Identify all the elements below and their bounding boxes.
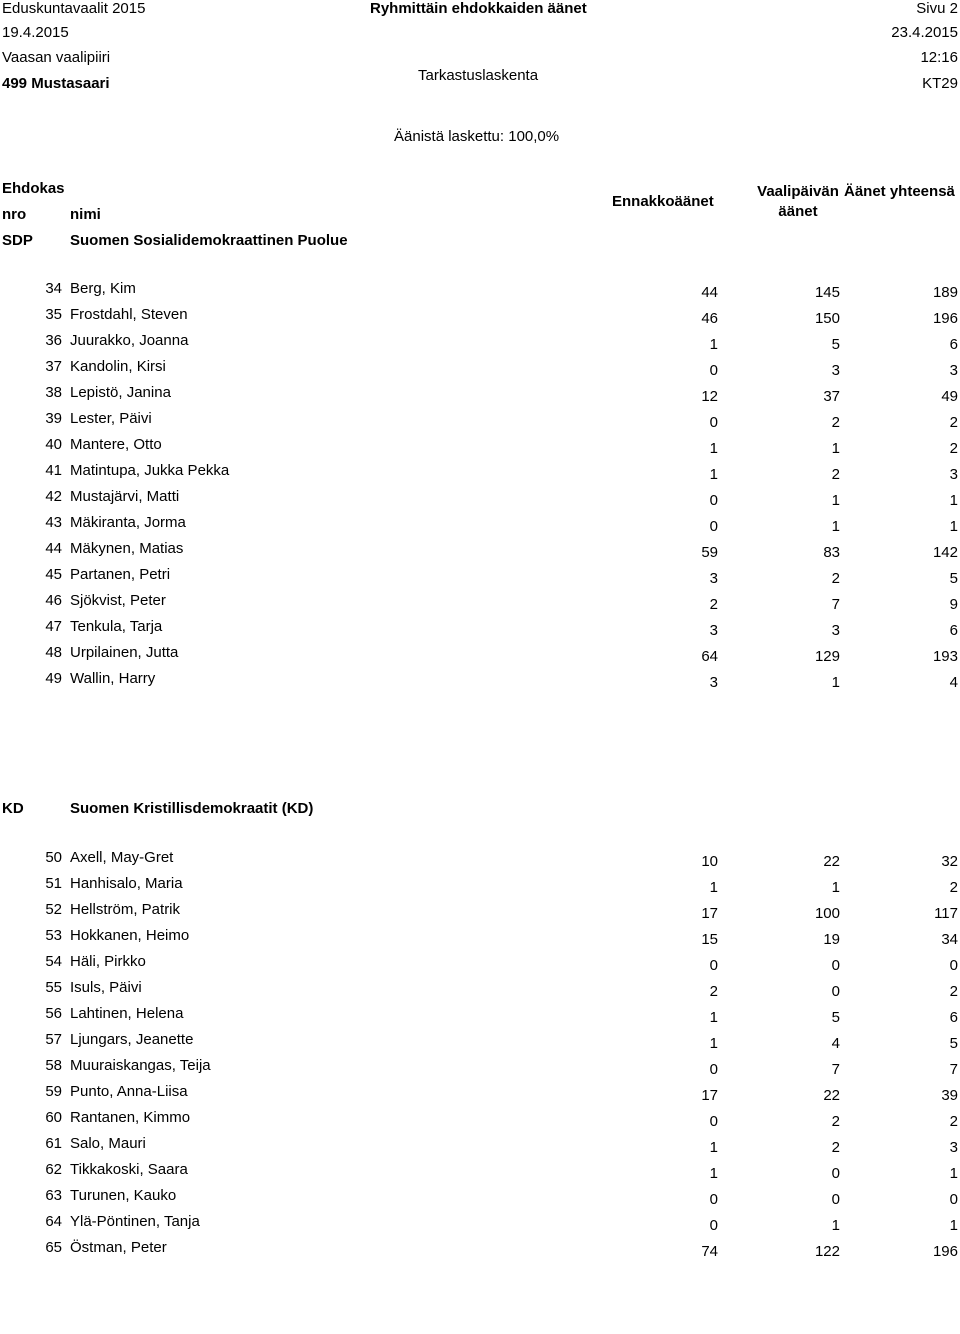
candidate-number: 41 <box>45 462 62 479</box>
candidate-name: Rantanen, Kimmo <box>70 1109 191 1126</box>
candidate-name: Matintupa, Jukka Pekka <box>70 462 230 479</box>
total-votes: 3 <box>949 362 958 379</box>
total-votes: 0 <box>949 1191 958 1208</box>
total-votes: 1 <box>949 492 958 509</box>
print-date: 23.4.2015 <box>891 24 958 41</box>
candidate-name: Hokkanen, Heimo <box>70 927 190 944</box>
advance-votes: 17 <box>701 1087 718 1104</box>
total-votes: 196 <box>932 1243 958 1260</box>
candidate-number: 53 <box>45 927 62 944</box>
col-advance-votes: Ennakkoäänet <box>612 193 714 210</box>
total-votes: 193 <box>932 648 958 665</box>
candidate-name: Urpilainen, Jutta <box>70 644 179 661</box>
election-day-votes: 122 <box>814 1243 840 1260</box>
candidate-name: Wallin, Harry <box>70 670 156 687</box>
table-row <box>0 514 960 536</box>
table-row <box>0 436 960 458</box>
candidate-name: Partanen, Petri <box>70 566 171 583</box>
total-votes: 1 <box>949 518 958 535</box>
advance-votes: 0 <box>709 1061 718 1078</box>
candidate-name: Mantere, Otto <box>70 436 162 453</box>
advance-votes: 15 <box>701 931 718 948</box>
total-votes: 2 <box>949 1113 958 1130</box>
election-day-votes: 7 <box>831 596 840 613</box>
candidate-number: 62 <box>45 1161 62 1178</box>
table-row <box>0 1187 960 1209</box>
election-day-votes: 0 <box>831 983 840 1000</box>
candidate-number: 34 <box>45 280 62 297</box>
table-row <box>0 592 960 614</box>
table-row <box>0 979 960 1001</box>
table-row <box>0 1135 960 1157</box>
candidate-number: 50 <box>45 849 62 866</box>
candidate-name: Turunen, Kauko <box>70 1187 177 1204</box>
candidate-name: Mäkiranta, Jorma <box>70 514 186 531</box>
table-row <box>0 901 960 923</box>
total-votes: 49 <box>941 388 958 405</box>
total-votes: 39 <box>941 1087 958 1104</box>
table-row <box>0 670 960 692</box>
advance-votes: 0 <box>709 492 718 509</box>
table-row <box>0 488 960 510</box>
total-votes: 3 <box>949 1139 958 1156</box>
election-day-votes: 2 <box>831 466 840 483</box>
election-day-votes: 150 <box>814 310 840 327</box>
election-day-votes: 1 <box>831 492 840 509</box>
party-abbreviation: KD <box>2 800 24 817</box>
candidate-name: Tenkula, Tarja <box>70 618 163 635</box>
candidate-name: Mäkynen, Matias <box>70 540 184 557</box>
table-row <box>0 1213 960 1235</box>
election-day-votes: 1 <box>831 674 840 691</box>
total-votes: 2 <box>949 440 958 457</box>
count-type: Tarkastuslaskenta <box>418 67 539 84</box>
table-row <box>0 644 960 666</box>
table-row <box>0 540 960 562</box>
total-votes: 32 <box>941 853 958 870</box>
advance-votes: 0 <box>709 1217 718 1234</box>
election-day-votes: 0 <box>831 957 840 974</box>
table-row <box>0 280 960 302</box>
election-day-votes: 129 <box>814 648 840 665</box>
advance-votes: 3 <box>709 674 718 691</box>
candidate-number: 48 <box>45 644 62 661</box>
advance-votes: 1 <box>709 1165 718 1182</box>
candidate-name: Berg, Kim <box>70 280 136 297</box>
total-votes: 6 <box>949 336 958 353</box>
candidate-number: 51 <box>45 875 62 892</box>
election-day-votes: 22 <box>823 1087 840 1104</box>
advance-votes: 0 <box>709 1113 718 1130</box>
advance-votes: 64 <box>701 648 718 665</box>
table-row <box>0 1083 960 1105</box>
election-day-votes: 1 <box>831 518 840 535</box>
advance-votes: 2 <box>709 596 718 613</box>
table-row <box>0 1057 960 1079</box>
candidate-name: Mustajärvi, Matti <box>70 488 180 505</box>
advance-votes: 0 <box>709 362 718 379</box>
election-day-votes: 19 <box>823 931 840 948</box>
table-row <box>0 462 960 484</box>
party-name: Suomen Sosialidemokraattinen Puolue <box>70 232 348 249</box>
election-day-votes: 2 <box>831 570 840 587</box>
table-row <box>0 1005 960 1027</box>
candidate-number: 63 <box>45 1187 62 1204</box>
candidate-number: 57 <box>45 1031 62 1048</box>
candidate-number: 52 <box>45 901 62 918</box>
total-votes: 5 <box>949 1035 958 1052</box>
candidate-number: 45 <box>45 566 62 583</box>
advance-votes: 0 <box>709 414 718 431</box>
candidate-number: 35 <box>45 306 62 323</box>
candidate-name: Lepistö, Janina <box>70 384 171 401</box>
candidate-name: Salo, Mauri <box>70 1135 146 1152</box>
total-votes: 142 <box>932 544 958 561</box>
total-votes: 34 <box>941 931 958 948</box>
report-code: KT29 <box>922 75 958 92</box>
report-title: Ryhmittäin ehdokkaiden äänet <box>370 0 587 17</box>
advance-votes: 12 <box>701 388 718 405</box>
election-day-votes: 83 <box>823 544 840 561</box>
advance-votes: 1 <box>709 336 718 353</box>
total-votes: 2 <box>949 879 958 896</box>
candidate-number: 59 <box>45 1083 62 1100</box>
election-title: Eduskuntavaalit 2015 <box>2 0 146 17</box>
total-votes: 1 <box>949 1165 958 1182</box>
election-day-votes: 2 <box>831 1113 840 1130</box>
candidate-number: 47 <box>45 618 62 635</box>
advance-votes: 46 <box>701 310 718 327</box>
candidate-number: 49 <box>45 670 62 687</box>
candidate-name: Hellström, Patrik <box>70 901 181 918</box>
candidate-name: Ljungars, Jeanette <box>70 1031 194 1048</box>
election-day-votes: 5 <box>831 1009 840 1026</box>
advance-votes: 1 <box>709 1035 718 1052</box>
table-row <box>0 1239 960 1261</box>
election-date: 19.4.2015 <box>2 24 69 41</box>
total-votes: 2 <box>949 414 958 431</box>
table-row <box>0 410 960 432</box>
total-votes: 189 <box>932 284 958 301</box>
election-day-votes: 1 <box>831 1217 840 1234</box>
candidate-name: Frostdahl, Steven <box>70 306 188 323</box>
election-day-votes: 37 <box>823 388 840 405</box>
candidate-number: 37 <box>45 358 62 375</box>
col-candidate: Ehdokas <box>2 180 65 197</box>
election-day-votes: 3 <box>831 362 840 379</box>
candidate-number: 42 <box>45 488 62 505</box>
table-row <box>0 927 960 949</box>
election-day-votes: 5 <box>831 336 840 353</box>
total-votes: 9 <box>949 596 958 613</box>
advance-votes: 0 <box>709 518 718 535</box>
candidate-name: Isuls, Päivi <box>70 979 142 996</box>
advance-votes: 17 <box>701 905 718 922</box>
election-day-votes: 4 <box>831 1035 840 1052</box>
total-votes: 1 <box>949 1217 958 1234</box>
candidate-name: Lester, Päivi <box>70 410 152 427</box>
candidate-number: 61 <box>45 1135 62 1152</box>
candidate-name: Lahtinen, Helena <box>70 1005 184 1022</box>
total-votes: 4 <box>949 674 958 691</box>
election-day-votes: 7 <box>831 1061 840 1078</box>
election-day-votes: 1 <box>831 879 840 896</box>
election-day-votes: 0 <box>831 1191 840 1208</box>
candidate-name: Axell, May-Gret <box>70 849 174 866</box>
candidate-number: 38 <box>45 384 62 401</box>
table-row <box>0 306 960 328</box>
election-day-votes: 0 <box>831 1165 840 1182</box>
candidate-name: Östman, Peter <box>70 1239 167 1256</box>
advance-votes: 3 <box>709 622 718 639</box>
election-day-votes: 22 <box>823 853 840 870</box>
candidate-number: 40 <box>45 436 62 453</box>
election-day-votes: 100 <box>814 905 840 922</box>
election-day-votes: 1 <box>831 440 840 457</box>
total-votes: 6 <box>949 1009 958 1026</box>
advance-votes: 59 <box>701 544 718 561</box>
advance-votes: 1 <box>709 466 718 483</box>
candidate-number: 36 <box>45 332 62 349</box>
advance-votes: 1 <box>709 1139 718 1156</box>
candidate-number: 46 <box>45 592 62 609</box>
advance-votes: 1 <box>709 879 718 896</box>
candidate-name: Hanhisalo, Maria <box>70 875 183 892</box>
advance-votes: 2 <box>709 983 718 1000</box>
candidate-number: 54 <box>45 953 62 970</box>
table-row <box>0 618 960 640</box>
advance-votes: 3 <box>709 570 718 587</box>
candidate-number: 39 <box>45 410 62 427</box>
candidate-name: Ylä-Pöntinen, Tanja <box>70 1213 200 1230</box>
municipality: 499 Mustasaari <box>2 75 110 92</box>
candidate-number: 58 <box>45 1057 62 1074</box>
col-nro: nro <box>2 206 27 223</box>
total-votes: 0 <box>949 957 958 974</box>
table-row <box>0 1109 960 1131</box>
advance-votes: 74 <box>701 1243 718 1260</box>
district: Vaasan vaalipiiri <box>2 49 111 66</box>
advance-votes: 0 <box>709 1191 718 1208</box>
total-votes: 2 <box>949 983 958 1000</box>
candidate-name: Kandolin, Kirsi <box>70 358 166 375</box>
candidate-name: Sjökvist, Peter <box>70 592 166 609</box>
table-row <box>0 1031 960 1053</box>
party-name: Suomen Kristillisdemokraatit (KD) <box>70 800 314 817</box>
candidate-name: Punto, Anna-Liisa <box>70 1083 188 1100</box>
election-day-votes: 2 <box>831 414 840 431</box>
total-votes: 196 <box>932 310 958 327</box>
candidate-number: 60 <box>45 1109 62 1126</box>
election-day-votes: 2 <box>831 1139 840 1156</box>
candidate-name: Juurakko, Joanna <box>70 332 189 349</box>
counted-percentage: Äänistä laskettu: 100,0% <box>394 128 560 145</box>
candidate-name: Häli, Pirkko <box>70 953 146 970</box>
candidate-number: 43 <box>45 514 62 531</box>
advance-votes: 1 <box>709 440 718 457</box>
total-votes: 5 <box>949 570 958 587</box>
table-row <box>0 875 960 897</box>
table-row <box>0 384 960 406</box>
candidate-name: Tikkakoski, Saara <box>70 1161 188 1178</box>
total-votes: 6 <box>949 622 958 639</box>
candidate-number: 56 <box>45 1005 62 1022</box>
table-row <box>0 332 960 354</box>
print-time: 12:16 <box>920 49 958 66</box>
table-row <box>0 1161 960 1183</box>
total-votes: 117 <box>934 905 958 922</box>
total-votes: 7 <box>949 1061 958 1078</box>
col-election-day-line2: äänet <box>778 203 818 220</box>
total-votes: 3 <box>949 466 958 483</box>
candidate-number: 65 <box>45 1239 62 1256</box>
col-nimi: nimi <box>70 206 101 223</box>
advance-votes: 1 <box>709 1009 718 1026</box>
advance-votes: 10 <box>701 853 718 870</box>
table-row <box>0 358 960 380</box>
table-row <box>0 566 960 588</box>
candidate-name: Muuraiskangas, Teija <box>70 1057 211 1074</box>
candidate-number: 64 <box>45 1213 62 1230</box>
table-row <box>0 953 960 975</box>
advance-votes: 0 <box>709 957 718 974</box>
col-election-day-line1: Vaalipäivän <box>757 183 839 200</box>
table-row <box>0 849 960 871</box>
candidate-number: 44 <box>45 540 62 557</box>
election-day-votes: 145 <box>814 284 840 301</box>
candidate-number: 55 <box>45 979 62 996</box>
page-number: Sivu 2 <box>916 0 958 17</box>
advance-votes: 44 <box>701 284 718 301</box>
election-day-votes: 3 <box>831 622 840 639</box>
col-total-votes: Äänet yhteensä <box>844 183 955 200</box>
party-abbreviation: SDP <box>2 232 33 249</box>
